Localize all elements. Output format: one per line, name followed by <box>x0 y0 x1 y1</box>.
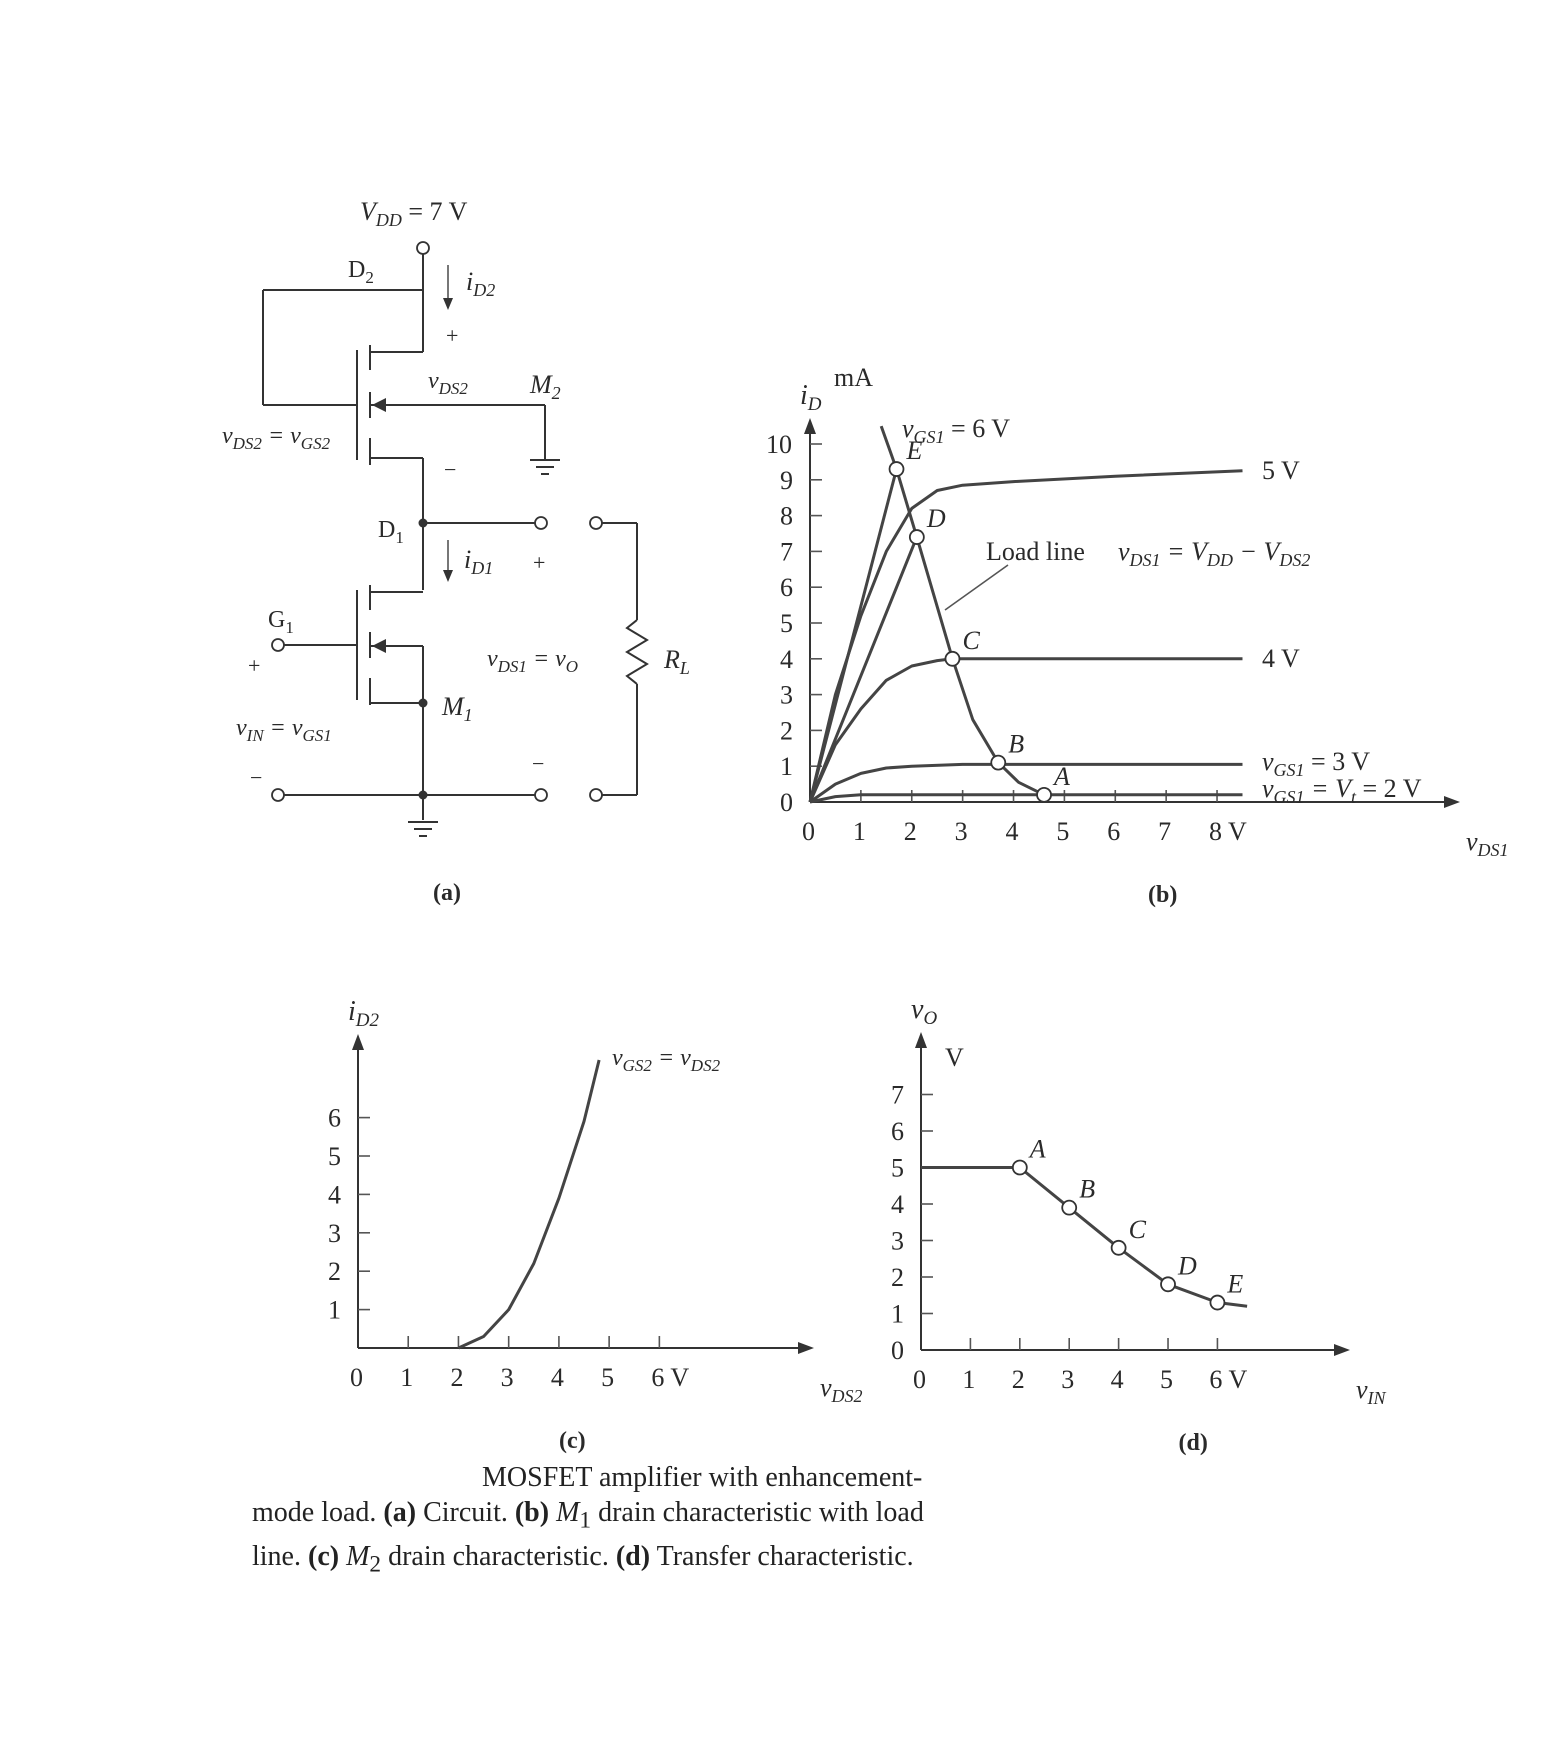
output-ground-terminal <box>535 789 547 801</box>
x-axis-arrow <box>798 1342 814 1354</box>
label-load-equation: $v_{DS1} = V_{DD} - V_{DS2}$ <box>1118 537 1311 570</box>
point-e <box>889 462 903 476</box>
x-axis-label: $v_{DS1}$ <box>1466 827 1509 860</box>
y-axis-arrow <box>804 418 816 434</box>
series-extra-triode-line <box>810 537 917 802</box>
rl-terminal <box>590 789 602 801</box>
minus-sign: − <box>250 765 263 790</box>
y-tick-label: 4 <box>780 644 793 674</box>
x-tick-label: 3 <box>1061 1365 1075 1394</box>
series-vgs1-6-v <box>810 469 897 802</box>
point-label-b: B <box>1079 1174 1096 1204</box>
caption-line-3: line. (c) $M_2$ drain characteristic. (d) Transfer characteristic. <box>252 1540 914 1578</box>
x-tick-label: 1 <box>852 817 866 846</box>
x-tick-label: 5 <box>601 1363 615 1392</box>
point-label-b: B <box>1008 729 1025 759</box>
vds2-vgs2-label: $v_{DS2} = v_{GS2}$ <box>222 423 331 453</box>
y-tick-label: 9 <box>780 465 793 495</box>
label-load-line: Load line <box>986 537 1085 566</box>
y-tick-label: 7 <box>891 1080 904 1110</box>
minus-sign: − <box>532 751 545 776</box>
y-axis-arrow <box>915 1032 927 1048</box>
vin-vgs1-label: $v_{IN} = v_{GS1}$ <box>236 715 332 745</box>
y-tick-label: 2 <box>328 1257 341 1287</box>
point-c <box>1112 1241 1126 1255</box>
x-tick-label: 0 <box>913 1365 926 1394</box>
point-b <box>1062 1201 1076 1215</box>
input-terminal <box>272 639 284 651</box>
vdd-label: $V_{DD} = 7$ V <box>360 197 468 230</box>
panel-label-c: (c) <box>559 1428 586 1454</box>
point-b <box>991 756 1005 770</box>
arrowhead <box>443 298 453 310</box>
y-axis-label: $i_D$ <box>800 380 822 415</box>
panel-label-d: (d) <box>1178 1430 1208 1456</box>
label-vgs1-vt: $v_{GS1} = V_t = 2$ V <box>1262 774 1422 807</box>
m2-label: $M_2$ <box>530 370 561 403</box>
panel-label-a: (a) <box>433 880 461 906</box>
y-tick-label: 0 <box>891 1336 904 1365</box>
arrowhead <box>443 570 453 582</box>
y-tick-label: 2 <box>891 1263 904 1292</box>
node <box>419 791 428 800</box>
y-tick-label: 6 <box>891 1117 904 1146</box>
rl-resistor <box>627 620 647 684</box>
x-tick-label: 2 <box>903 817 917 846</box>
chart-b <box>766 363 1509 908</box>
y-axis-arrow <box>352 1034 364 1050</box>
vdd-terminal <box>417 242 429 254</box>
chart-d <box>891 994 1387 1456</box>
series-vgs1-4-v <box>810 659 1243 802</box>
y-tick-label: 3 <box>328 1218 341 1248</box>
output-terminal <box>535 517 547 529</box>
series-vgs2-vds2 <box>459 1060 600 1348</box>
m2-arrow <box>372 398 386 412</box>
m1-arrow <box>372 639 386 653</box>
label-4v: 4 V <box>1262 644 1300 673</box>
x-tick-label: 4 <box>1005 817 1019 846</box>
label-vgs1-6v: $v_{GS1} = 6$ V <box>902 414 1011 447</box>
rl-label: $R_L$ <box>664 645 690 678</box>
x-tick-label: 0 <box>802 817 815 846</box>
point-label-c: C <box>1128 1214 1146 1244</box>
y-tick-label: 5 <box>891 1153 904 1183</box>
x-tick-label: 4 <box>1110 1365 1124 1394</box>
y-tick-label: 0 <box>780 788 793 817</box>
x-tick-label: 1 <box>962 1365 976 1394</box>
point-label-d: D <box>926 504 946 534</box>
y-tick-label: 5 <box>328 1142 341 1171</box>
y-tick-label: 7 <box>780 537 793 567</box>
y-tick-label: 8 <box>780 501 793 531</box>
x-axis-label: $v_{IN}$ <box>1356 1375 1386 1408</box>
x-axis-arrow <box>1334 1344 1350 1356</box>
point-label-c: C <box>962 625 980 655</box>
plus-sign: + <box>446 323 459 348</box>
vds2-label: $v_{DS2}$ <box>428 368 468 398</box>
label-vgs1-3v: $v_{GS1} = 3$ V <box>1262 747 1371 780</box>
plus-sign: + <box>533 550 546 575</box>
series-vgs1-3-v <box>810 761 1243 802</box>
x-tick-label: 2 <box>450 1363 464 1392</box>
rl-terminal <box>590 517 602 529</box>
caption-line-1: MOSFET amplifier with enhancement- <box>482 1462 923 1493</box>
id2-label: $i_{D2}$ <box>466 267 496 300</box>
point-label-e: E <box>1227 1269 1244 1299</box>
point-label-e: E <box>906 436 923 466</box>
x-tick-label: 4 <box>550 1363 564 1392</box>
g1-label: $G_1$ <box>268 607 294 637</box>
x-tick-label: 5 <box>1056 817 1070 846</box>
point-e <box>1210 1296 1224 1310</box>
y-tick-label: 4 <box>891 1190 904 1219</box>
x-tick-label: 3 <box>954 817 968 846</box>
label-vgs2-vds2: $v_{GS2} = v_{DS2}$ <box>612 1045 721 1075</box>
y-tick-label: 6 <box>780 573 793 603</box>
id1-label: $i_{D1}$ <box>464 545 494 578</box>
figure-caption <box>252 1460 1072 1582</box>
d1-label: $D_1$ <box>378 517 404 547</box>
d2-label: $D_2$ <box>348 257 374 287</box>
y-axis-label: $v_O$ <box>911 994 938 1029</box>
series-vgs1-5-v <box>810 471 1243 802</box>
x-tick-label: 8 V <box>1209 817 1247 846</box>
point-d <box>910 530 924 544</box>
x-tick-label: 6 V <box>1209 1365 1248 1394</box>
series-vgs1-vt-2-v <box>810 795 1243 802</box>
point-a <box>1037 788 1051 802</box>
y-tick-label: 10 <box>766 430 792 459</box>
label-5v: 5 V <box>1262 456 1300 485</box>
y-tick-label: 4 <box>328 1180 341 1210</box>
chart-c <box>328 996 863 1454</box>
m1-label: $M_1$ <box>442 692 473 725</box>
x-tick-label: 5 <box>1160 1365 1174 1394</box>
y-unit: mA <box>834 363 873 392</box>
y-tick-label: 1 <box>328 1295 341 1325</box>
point-label-a: A <box>1054 761 1070 791</box>
point-label-d: D <box>1178 1251 1197 1281</box>
y-tick-label: 3 <box>780 680 793 710</box>
x-tick-label: 7 <box>1158 817 1172 846</box>
y-tick-label: 3 <box>891 1226 904 1256</box>
input-ground-terminal <box>272 789 284 801</box>
y-tick-label: 1 <box>891 1299 904 1329</box>
y-tick-label: 5 <box>780 609 793 638</box>
vds1-vo-label: $v_{DS1} = v_O$ <box>487 646 579 676</box>
panel-label-b: (b) <box>1148 882 1178 908</box>
x-axis-arrow <box>1444 796 1460 808</box>
minus-sign: − <box>444 457 457 482</box>
x-tick-label: 1 <box>400 1363 414 1392</box>
point-a <box>1013 1161 1027 1175</box>
y-unit: V <box>945 1043 964 1072</box>
point-label-a: A <box>1029 1134 1046 1164</box>
point-d <box>1161 1277 1175 1291</box>
y-tick-label: 6 <box>328 1103 341 1133</box>
y-tick-label: 2 <box>780 716 793 746</box>
y-axis-label: $i_{D2}$ <box>348 996 380 1031</box>
x-tick-label: 6 <box>1107 817 1121 846</box>
x-tick-label: 2 <box>1011 1365 1025 1394</box>
point-c <box>945 652 959 666</box>
caption-line-2: mode load. (a) Circuit. (b) $M_1$ drain characteristic with load <box>252 1497 924 1534</box>
y-tick-label: 1 <box>780 752 793 782</box>
x-axis-label: $v_{DS2}$ <box>820 1373 863 1406</box>
circuit-a <box>222 197 690 906</box>
x-tick-label: 6 V <box>651 1363 690 1392</box>
x-tick-label: 0 <box>350 1363 363 1392</box>
load-line-pointer <box>945 565 1008 610</box>
plus-sign: + <box>248 653 261 678</box>
x-tick-label: 3 <box>500 1363 514 1392</box>
